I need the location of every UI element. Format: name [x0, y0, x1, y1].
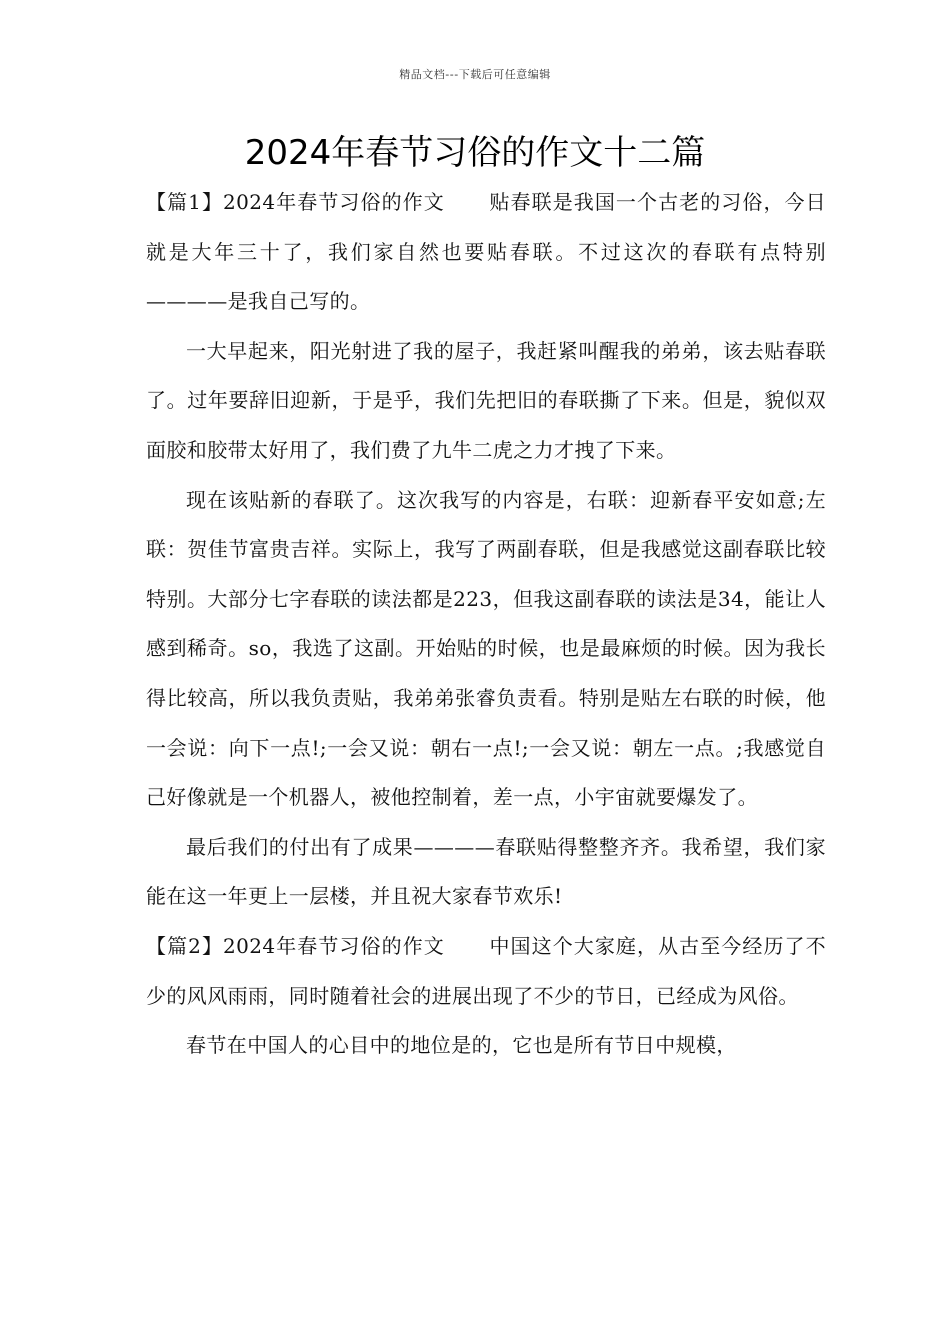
document-body — [146, 178, 826, 1071]
section-1-label: 【篇1】2024年春节习俗的作文 — [146, 190, 445, 214]
section-1-lead-text: 贴春联是我国一个古老的习俗，今日就是大年三十了，我们家自然也要贴春联。不过这次的春联有点特别————是我自己写的。 — [146, 190, 826, 314]
section-2-lead — [146, 922, 826, 1021]
section-1-paragraph-1: 一大早起来，阳光射进了我的屋子，我赶紧叫醒我的弟弟，该去贴春联了。过年要辞旧迎新，于是乎，我们先把旧的春联撕了下来。但是，貌似双面胶和胶带太好用了，我们费了九牛二虎之力才拽了下来。 — [146, 338, 826, 462]
document-title: 2024年春节习俗的作文十二篇 — [244, 133, 706, 173]
section-1-paragraph-3: 最后我们的付出有了成果————春联贴得整整齐齐。我希望，我们家能在这一年更上一层楼，并且祝大家春节欢乐! — [146, 834, 826, 909]
header-note: 精品文档---下载后可任意编辑 — [399, 68, 551, 81]
section-1-lead — [146, 178, 826, 327]
section-2-paragraph-1: 春节在中国人的心目中的地位是的，它也是所有节日中规模， — [186, 1033, 737, 1058]
section-2-label: 【篇2】2024年春节习俗的作文 — [146, 933, 445, 958]
section-2-lead-text: 中国这个大家庭，从古至今经历了不少的风风雨雨，同时随着社会的进展出现了不少的节日，已经成为风俗。 — [146, 933, 826, 1008]
section-1-paragraph-2: 现在该贴新的春联了。这次我写的内容是，右联：迎新春平安如意;左联：贺佳节富贵吉祥。实际上，我写了两副春联，但是我感觉这副春联比较特别。大部分七字春联的读法都是223，但我这副春联的读法是34，能让人感到稀奇。so，我选了这副。开始贴的时候，也是最麻烦的时候。因为我长得比较高，所以我负责贴，我弟弟张睿负责看。特别是贴左右联的时候，他一会说：向下一点!;一会又说：朝右一点!;一会又说：朝左一点。;我感觉自己好像就是一个机器人，被他控制着，差一点，小宇宙就要爆发了。 — [146, 487, 826, 810]
